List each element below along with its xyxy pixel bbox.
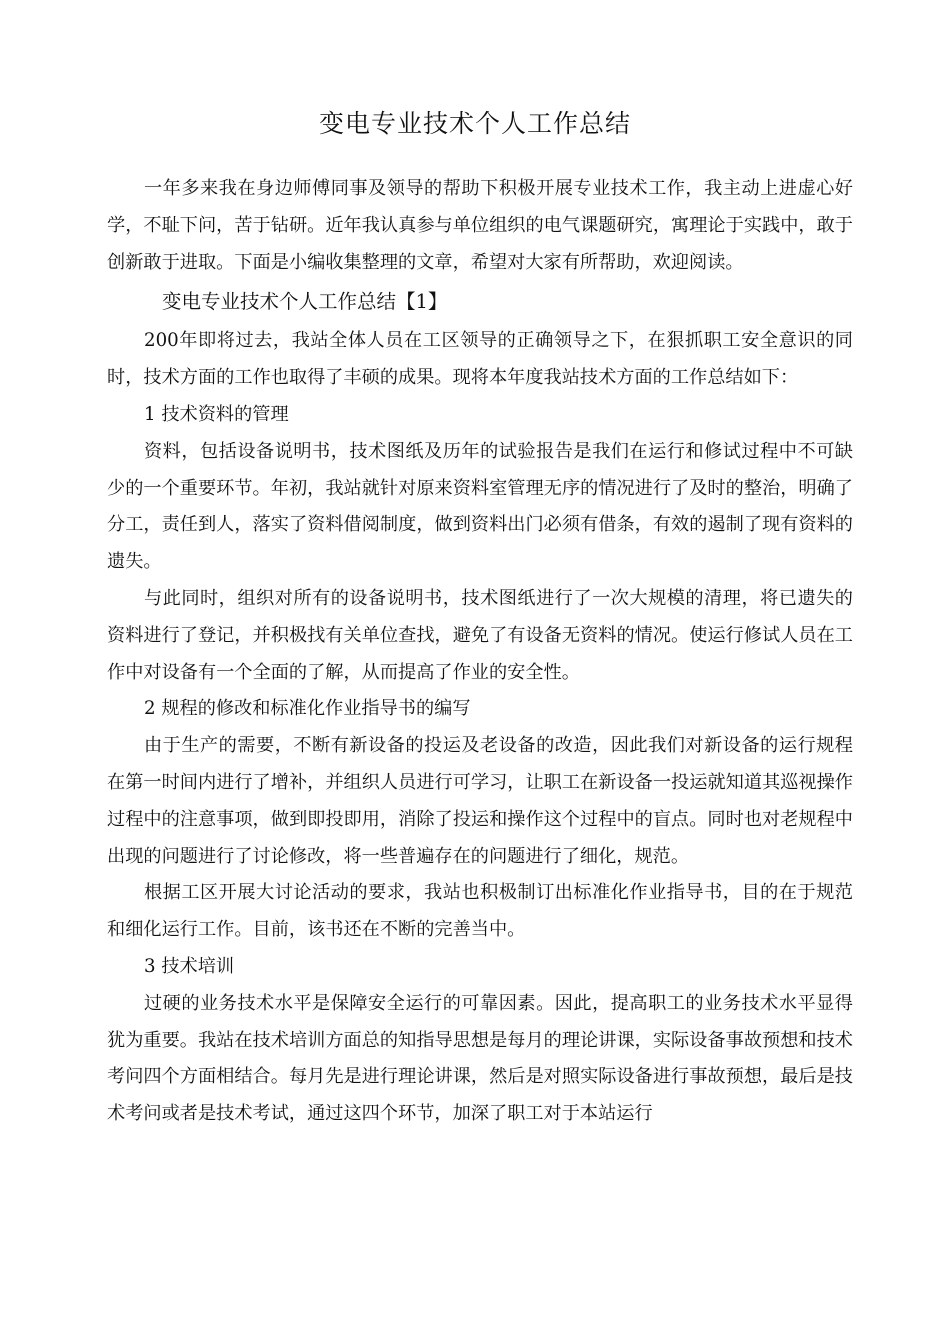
body-paragraph-4: 由于生产的需要，不断有新设备的投运及老设备的改造，因此我们对新设备的运行规程在第一时间内进行了增补，并组织人员进行可学习，让职工在新设备一投运就知道其巡视操作过程中的注意事项，做到即投即用，消除了投运和操作这个过程中的盲点。同时也对老规程中出现的问题进行了讨论修改，将一些普遍存在的问题进行了细化，规范。 (107, 735, 853, 867)
body-paragraph-6: 过硬的业务技术水平是保障安全运行的可靠因素。因此，提高职工的业务技术水平显得犹为重要。我站在技术培训方面总的知指导思想是每月的理论讲课，实际设备事故预想和技术考问四个方面相结合。每月先是进行理论讲课，然后是对照实际设备进行事故预想，最后是技术考问或者是技术考试，通过这四个环节，加深了职工对于本站运行 (107, 992, 853, 1125)
body-paragraph-3: 与此同时，组织对所有的设备说明书，技术图纸进行了一次大规模的清理，将已遗失的资料进行了登记，并积极找有关单位查找，避免了有设备无资料的情况。使运行修试人员在工作中对设备有一个全面的了解，从而提高了作业的安全性。 (107, 587, 853, 683)
document-title: 变电专业技术个人工作总结 (318, 109, 631, 138)
section-heading-3: 3 技术培训 (144, 955, 235, 977)
article-subheading: 变电专业技术个人工作总结【1】 (162, 290, 448, 314)
section-heading-2: 2 规程的修改和标准化作业指导书的编写 (144, 698, 471, 720)
section-heading-1: 1 技术资料的管理 (144, 403, 289, 425)
body-paragraph-2: 资料，包括设备说明书，技术图纸及历年的试验报告是我们在运行和修试过程中不可缺少的一个重要环节。年初，我站就针对原来资料室管理无序的情况进行了及时的整治，明确了分工，责任到人，落实了资料借阅制度，做到资料出门必须有借条，有效的遏制了现有资料的遗失。 (107, 440, 853, 573)
body-paragraph-5: 根据工区开展大讨论活动的要求，我站也积极制订出标准化作业指导书，目的在于规范和细化运行工作。目前，该书还在不断的完善当中。 (107, 882, 853, 941)
document-body (107, 171, 853, 1133)
body-paragraph-1: 200年即将过去，我站全体人员在工区领导的正确领导之下，在狠抓职工安全意识的同时，技术方面的工作也取得了丰硕的成果。现将本年度我站技术方面的工作总结如下： (107, 330, 853, 389)
intro-paragraph: 一年多来我在身边师傅同事及领导的帮助下积极开展专业技术工作，我主动上进虚心好学，不耻下问，苦于钻研。近年我认真参与单位组织的电气课题研究，寓理论于实践中，敢于创新敢于进取。下面是小编收集整理的文章，希望对大家有所帮助，欢迎阅读。 (107, 178, 853, 273)
